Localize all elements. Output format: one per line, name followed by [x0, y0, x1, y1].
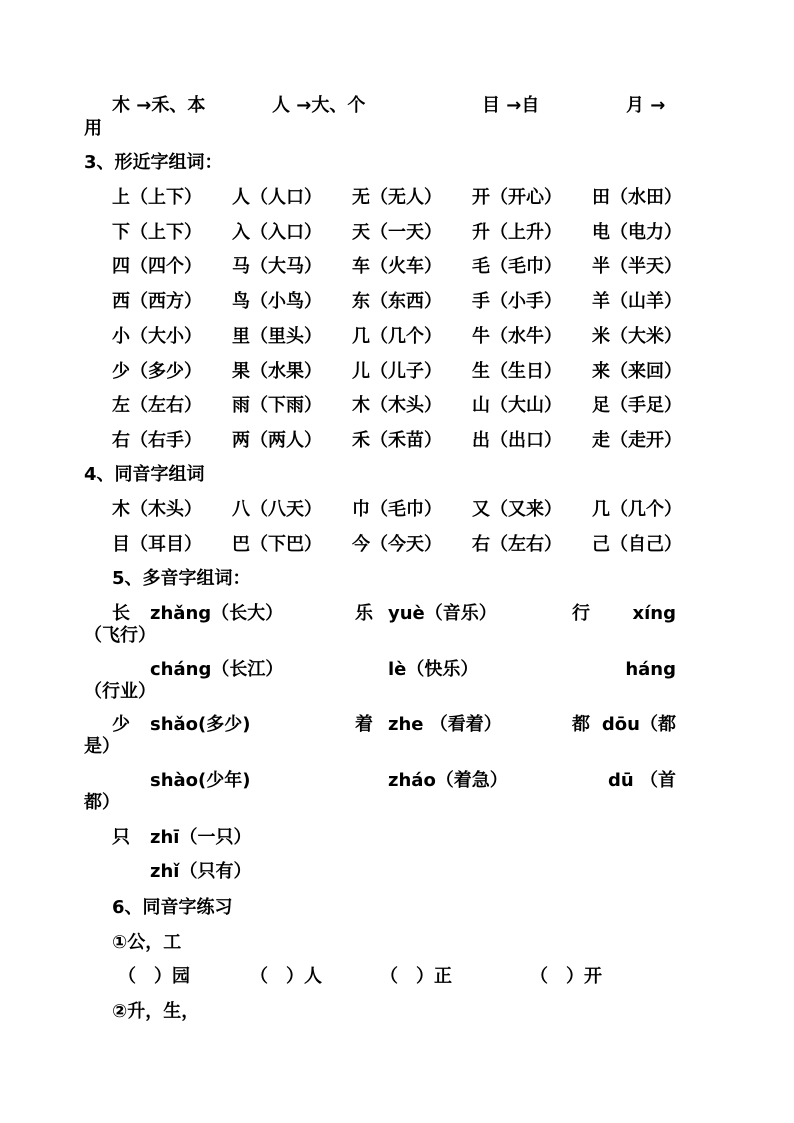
section3-word: 儿（儿子）: [352, 360, 442, 382]
section5-f-text: háng: [625, 659, 676, 680]
section4-word: 又（又来）: [472, 499, 562, 520]
section5-f-text: dōu（都: [601, 714, 676, 735]
section5-f-text: xíng: [632, 603, 676, 624]
q1-label: ①公，工: [112, 932, 182, 953]
section3-word: 果（水果）: [232, 360, 322, 382]
section5-b-text: zhǎng（长大）: [150, 603, 284, 624]
section3-word: 禾（禾苗）: [352, 429, 442, 451]
section3-word: 几（几个）: [352, 325, 442, 347]
q1-blank-2: （ ）人: [250, 966, 322, 987]
section3-word: 手（小手）: [472, 291, 562, 313]
section3-word: 田（水田）: [592, 187, 682, 208]
section3-word: 下（上下）: [112, 221, 202, 243]
q1-blank-1: （ ）园: [118, 966, 190, 987]
section3-word: 米（大米）: [592, 325, 682, 347]
section5-f-text: dū （首: [608, 770, 676, 791]
section4-word: 八（八天）: [232, 499, 322, 520]
section3-word: 山（大山）: [472, 395, 562, 417]
section3-word: 少（多少）: [112, 360, 202, 382]
q2-label: ②升，生，: [112, 1001, 200, 1022]
section3-word: 足（手足）: [592, 395, 682, 417]
section6-title: 6、同音字练习: [112, 897, 233, 918]
section3-word: 两（两人）: [232, 429, 322, 451]
section5-wrap-text: （行业）: [84, 681, 156, 702]
section5-wrap-text: （飞行）: [84, 625, 156, 646]
section3-word: 里（里头）: [232, 325, 322, 347]
section5-b-text: shǎo(多少): [150, 714, 251, 735]
section3-word: 四（四个）: [112, 256, 202, 278]
top-item-2: 人 →大、个: [272, 95, 366, 116]
section5-c-text: 乐: [355, 603, 373, 624]
section3-word: 天（一天）: [352, 221, 442, 243]
section5-d-text: zhe （看着）: [388, 714, 502, 735]
section3-word: 木（木头）: [352, 395, 442, 417]
section4-word: 己（自己）: [592, 533, 682, 555]
section3-word: 无（无人）: [352, 187, 442, 208]
section3-word: 上（上下）: [112, 187, 202, 208]
section3-word: 羊（山羊）: [592, 291, 682, 313]
section3-word: 出（出口）: [472, 429, 562, 451]
section3-word: 毛（毛巾）: [472, 256, 562, 278]
section5-d-text: yuè（音乐）: [388, 603, 497, 624]
section3-word: 鸟（小鸟）: [232, 291, 322, 313]
section5-b-text: zhī（一只）: [150, 827, 252, 848]
section3-word: 小（大小）: [112, 325, 202, 347]
section4-word: 几（几个）: [592, 499, 682, 520]
section3-word: 来（来回）: [592, 360, 682, 382]
section5-e-text: 都: [572, 714, 590, 735]
section5-a-text: 只: [112, 827, 130, 848]
section3-word: 升（上升）: [472, 221, 562, 243]
section3-word: 电（电力）: [592, 221, 682, 243]
section3-word: 左（左右）: [112, 395, 202, 417]
section5-a-text: 少: [112, 714, 130, 735]
section3-word: 开（开心）: [472, 187, 562, 208]
section3-word: 右（右手）: [112, 429, 202, 451]
section5-title: 5、多音字组词：: [112, 568, 251, 589]
section4-title: 4、同音字组词: [84, 464, 205, 485]
top-item-3: 目 →自: [482, 95, 540, 116]
section3-word: 半（半天）: [592, 256, 682, 278]
section3-title: 3、形近字组词：: [84, 152, 223, 173]
section4-word: 木（木头）: [112, 499, 202, 520]
section3-word: 人（人口）: [232, 187, 322, 208]
section3-word: 西（西方）: [112, 291, 202, 313]
section3-word: 东（东西）: [352, 291, 442, 313]
section5-b-text: zhǐ（只有）: [150, 861, 252, 882]
q1-blank-4: （ ）开: [530, 966, 602, 987]
section5-e-text: 行: [572, 603, 590, 624]
section4-word: 今（今天）: [352, 533, 442, 555]
top-item-4: 月 →: [626, 95, 666, 116]
top-item-1: 木 →禾、本: [112, 95, 206, 116]
section3-word: 马（大马）: [232, 256, 322, 278]
section4-word: 巾（毛巾）: [352, 499, 442, 520]
section3-word: 牛（水牛）: [472, 325, 562, 347]
section5-b-text: shào(少年): [150, 770, 251, 791]
section3-word: 生（生日）: [472, 360, 562, 382]
section3-word: 入（入口）: [232, 221, 322, 243]
section5-c-text: 着: [355, 714, 373, 735]
section4-word: 右（左右）: [472, 533, 562, 555]
section5-wrap-text: 都）: [84, 792, 120, 813]
section5-d-text: lè（快乐）: [388, 659, 479, 680]
top-wrap: 用: [84, 118, 102, 139]
section4-word: 巴（下巴）: [232, 533, 322, 555]
section5-b-text: cháng（长江）: [150, 659, 284, 680]
section5-a-text: 长: [112, 603, 130, 624]
section5-wrap-text: 是）: [84, 736, 120, 757]
section4-word: 目（耳目）: [112, 533, 202, 555]
section3-word: 车（火车）: [352, 256, 442, 278]
q1-blank-3: （ ）正: [380, 966, 452, 987]
section3-word: 走（走开）: [592, 429, 682, 451]
section3-word: 雨（下雨）: [232, 395, 322, 417]
section5-d-text: zháo（着急）: [388, 770, 508, 791]
